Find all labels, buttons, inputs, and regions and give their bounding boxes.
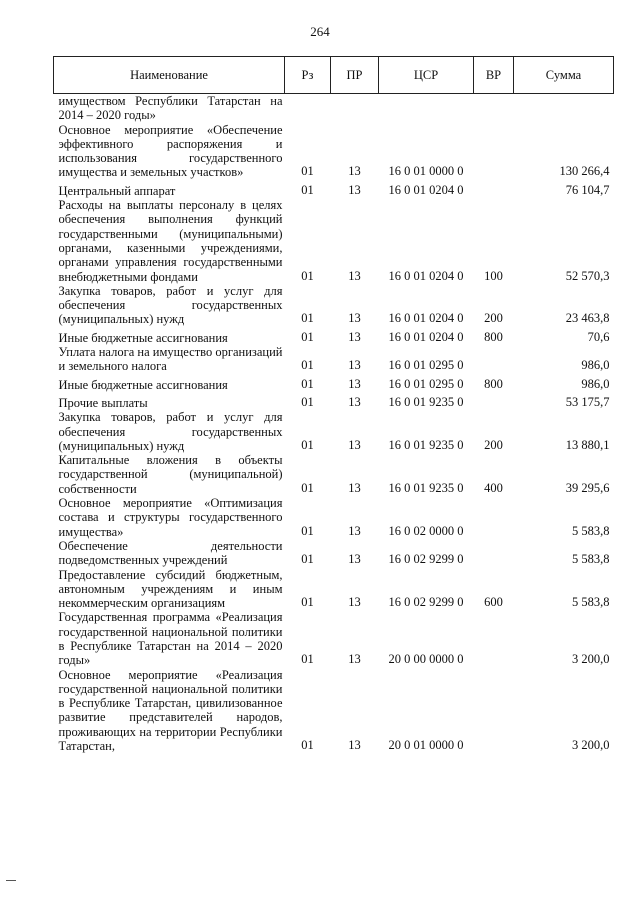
cell-vr	[474, 668, 514, 754]
table-row	[54, 180, 614, 198]
cell-name: Уплата налога на имущество организаций и земельного налога	[58, 345, 283, 374]
cell-name: Обеспечение деятельности подведомственных учреждений	[58, 538, 283, 568]
cell-csr: 16 0 01 0295 0	[388, 376, 464, 391]
cell-csr: 16 0 01 0295 0	[388, 358, 464, 373]
cell-sum: 986,0	[581, 358, 610, 373]
table-row	[54, 668, 614, 754]
cell-csr: 16 0 01 9235 0	[388, 437, 464, 452]
table-row	[54, 284, 614, 327]
cell-csr: 16 0 01 0204 0	[388, 268, 464, 283]
cell-sum: 70,6	[587, 329, 610, 344]
cell-pr: 13	[348, 738, 361, 753]
cell-pr	[331, 94, 379, 123]
cell-name: Государственная программа «Реализация государственной национальной политики в Республике Татарстан на 2014 – 2020 годы»	[58, 610, 283, 668]
cell-csr: 16 0 01 0204 0	[388, 311, 464, 326]
cell-pr: 13	[348, 652, 361, 667]
cell-rz: 01	[301, 311, 314, 326]
column-header-pr: ПР	[331, 57, 379, 94]
cell-vr	[474, 392, 514, 410]
cell-rz: 01	[301, 329, 314, 344]
cell-vr: 800	[484, 329, 503, 344]
cell-csr: 16 0 01 9235 0	[388, 480, 464, 495]
cell-rz: 01	[301, 394, 314, 409]
table-row	[54, 123, 614, 180]
cell-rz: 01	[301, 523, 314, 538]
cell-csr: 16 0 01 0204 0	[388, 329, 464, 344]
cell-vr: 200	[484, 437, 503, 452]
cell-vr: 100	[484, 268, 503, 283]
table-row	[54, 345, 614, 374]
cell-csr: 20 0 00 0000 0	[388, 652, 464, 667]
cell-csr: 16 0 02 0000 0	[388, 523, 464, 538]
cell-pr: 13	[348, 164, 361, 179]
cell-vr	[474, 94, 514, 123]
cell-rz: 01	[301, 480, 314, 495]
cell-sum: 5 583,8	[572, 523, 610, 538]
cell-sum: 53 175,7	[565, 394, 610, 409]
cell-csr: 16 0 01 9235 0	[388, 394, 464, 409]
cell-pr: 13	[348, 394, 361, 409]
budget-table	[53, 56, 614, 753]
cell-name: Основное мероприятие «Обеспечение эффективного распоряжения и использования государственного имущества и земельных участков»	[58, 122, 283, 180]
cell-sum: 130 266,4	[559, 164, 610, 179]
table-row	[54, 327, 614, 345]
cell-rz: 01	[301, 652, 314, 667]
cell-sum: 39 295,6	[565, 480, 610, 495]
cell-rz: 01	[301, 376, 314, 391]
cell-rz: 01	[301, 358, 314, 373]
cell-rz: 01	[301, 595, 314, 610]
cell-vr	[474, 123, 514, 180]
cell-name: имуществом Республики Татарстан на 2014 – 2020 годы»	[58, 94, 283, 123]
cell-name: Иные бюджетные ассигнования	[58, 377, 228, 392]
cell-sum: 23 463,8	[565, 311, 610, 326]
cell-csr	[379, 94, 474, 123]
cell-sum: 986,0	[581, 376, 610, 391]
cell-vr: 200	[484, 311, 503, 326]
cell-csr: 20 0 01 0000 0	[388, 738, 464, 753]
cell-pr: 13	[348, 182, 361, 197]
cell-vr	[474, 610, 514, 667]
cell-name: Основное мероприятие «Оптимизация состава и структуры государственного имущества»	[58, 496, 283, 539]
cell-vr	[474, 180, 514, 198]
table-row	[54, 94, 614, 123]
cell-pr: 13	[348, 358, 361, 373]
cell-csr: 16 0 02 9299 0	[388, 595, 464, 610]
cell-pr: 13	[348, 523, 361, 538]
cell-pr: 13	[348, 268, 361, 283]
table-row	[54, 453, 614, 496]
table-row	[54, 392, 614, 410]
cell-rz: 01	[301, 268, 314, 283]
table-row	[54, 374, 614, 392]
cell-csr: 16 0 01 0204 0	[388, 182, 464, 197]
cell-name: Капитальные вложения в объекты государственной (муниципальной) собственности	[58, 453, 283, 496]
column-header-name: Наименование	[54, 57, 285, 94]
margin-mark	[6, 880, 16, 881]
cell-name: Закупка товаров, работ и услуг для обеспечения государственных (муниципальных) нужд	[58, 283, 283, 327]
cell-pr: 13	[348, 480, 361, 495]
cell-rz: 01	[301, 164, 314, 179]
cell-sum: 52 570,3	[565, 268, 610, 283]
cell-sum: 5 583,8	[572, 595, 610, 610]
cell-vr	[474, 539, 514, 568]
cell-sum: 3 200,0	[572, 652, 610, 667]
cell-pr: 13	[348, 311, 361, 326]
table-row	[54, 539, 614, 568]
cell-rz: 01	[301, 182, 314, 197]
page-number: 264	[310, 24, 330, 39]
cell-name: Предоставление субсидий бюджетным, автономным учреждениям и иным некоммерческим организациям	[58, 567, 283, 611]
cell-pr: 13	[348, 552, 361, 567]
cell-sum: 5 583,8	[572, 552, 610, 567]
cell-vr	[474, 345, 514, 374]
cell-vr: 800	[484, 376, 503, 391]
cell-name: Закупка товаров, работ и услуг для обеспечения государственных (муниципальных) нужд	[58, 410, 283, 453]
cell-name: Прочие выплаты	[58, 395, 148, 410]
table-row	[54, 410, 614, 453]
cell-pr: 13	[348, 329, 361, 344]
cell-rz: 01	[301, 437, 314, 452]
cell-name: Центральный аппарат	[58, 183, 176, 198]
table-body	[54, 94, 614, 754]
cell-sum: 3 200,0	[572, 738, 610, 753]
cell-pr: 13	[348, 437, 361, 452]
table-header-row	[54, 57, 614, 94]
table-row	[54, 496, 614, 539]
cell-vr: 600	[484, 595, 503, 610]
column-header-csr: ЦСР	[379, 57, 474, 94]
cell-sum: 76 104,7	[565, 182, 610, 197]
column-header-sum: Сумма	[514, 57, 614, 94]
cell-vr: 400	[484, 480, 503, 495]
cell-pr: 13	[348, 376, 361, 391]
table-row	[54, 568, 614, 611]
cell-rz: 01	[301, 738, 314, 753]
cell-csr: 16 0 01 0000 0	[388, 164, 464, 179]
column-header-rz: Рз	[285, 57, 331, 94]
column-header-vr: ВР	[474, 57, 514, 94]
cell-name: Иные бюджетные ассигнования	[58, 330, 228, 345]
cell-sum	[514, 94, 614, 123]
cell-name: Расходы на выплаты персоналу в целях обеспечения выполнения функций государственными (муниципальными) органами, казенными учреждениями, органами управления государственными внебюджетными фондами	[58, 198, 283, 284]
cell-csr: 16 0 02 9299 0	[388, 552, 464, 567]
table-row	[54, 610, 614, 667]
cell-sum: 13 880,1	[565, 437, 610, 452]
cell-pr: 13	[348, 595, 361, 610]
cell-rz	[285, 94, 331, 123]
table-row	[54, 198, 614, 284]
cell-rz: 01	[301, 552, 314, 567]
cell-name: Основное мероприятие «Реализация государственной национальной политики в Республике Татарстан, цивилизованное развитие представителей народов, проживающих на территории Республики Татарстан,	[58, 667, 283, 754]
cell-vr	[474, 496, 514, 539]
